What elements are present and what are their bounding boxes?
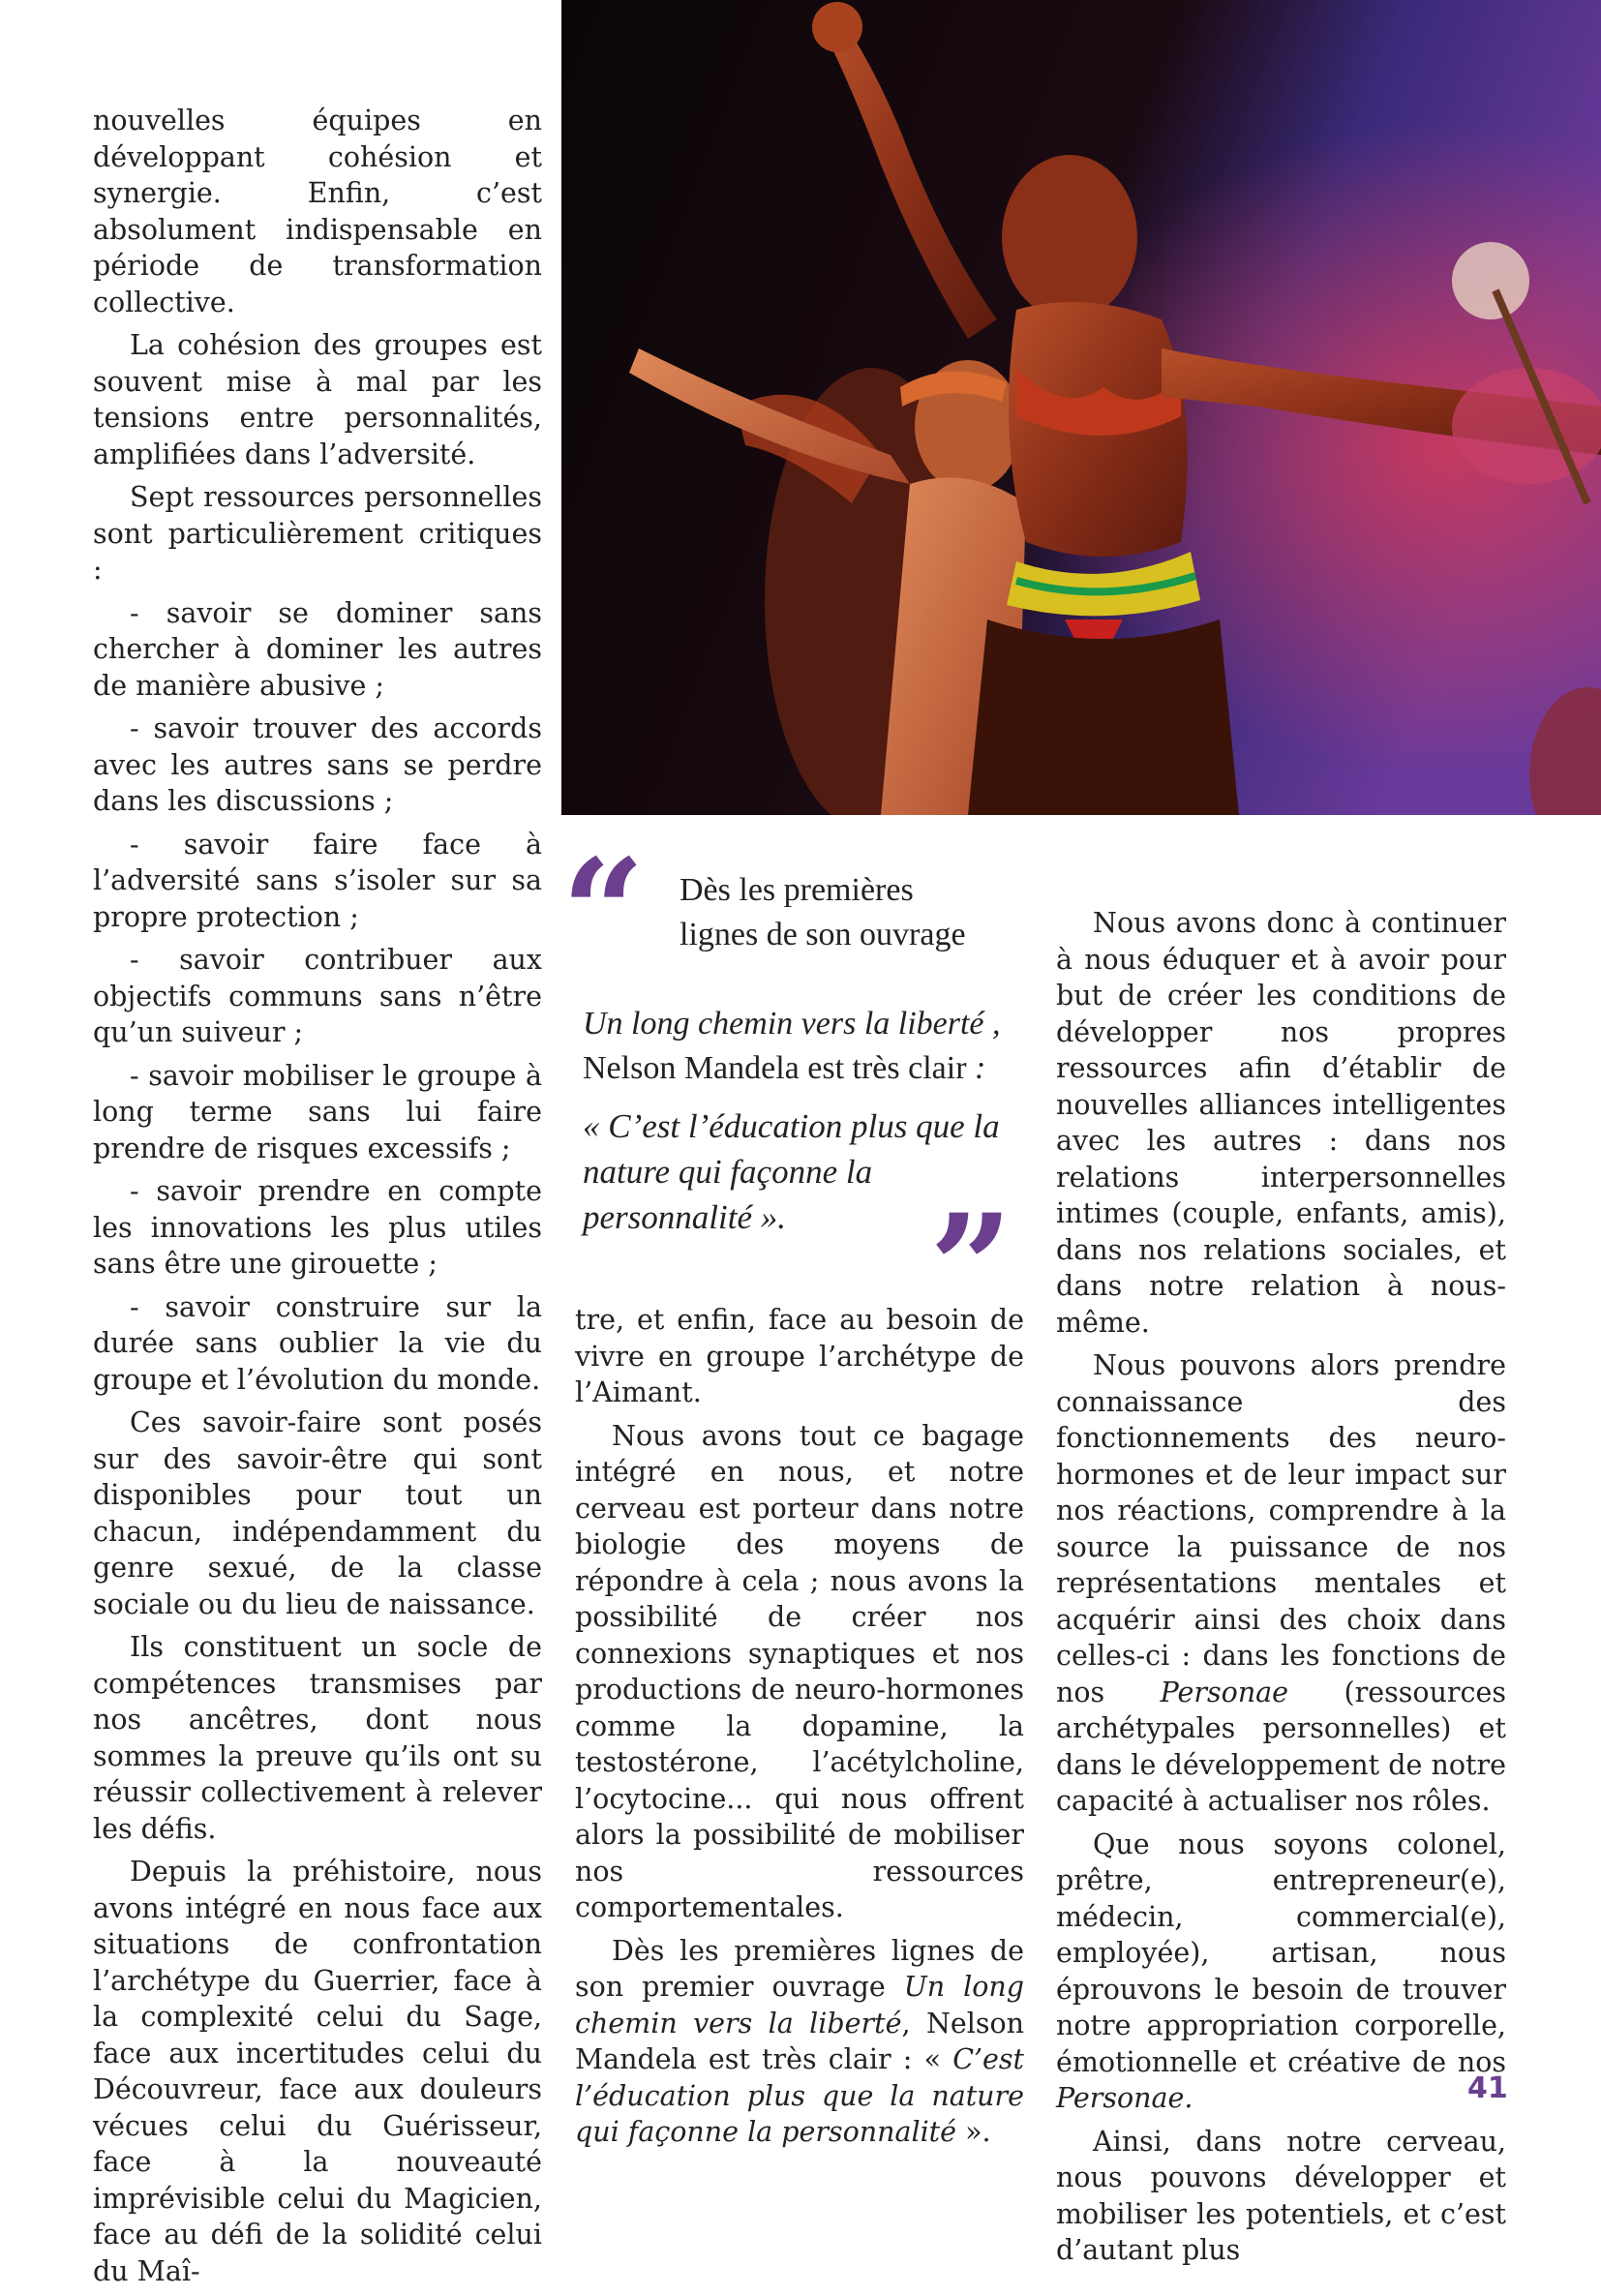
pull-quote-body <box>583 1002 1009 1091</box>
list-item: - savoir trouver des accords avec les autres sans se perdre dans les discussions ; <box>93 712 542 817</box>
text-run: Nous pouvons alors prendre connaissance des fonctionnements des neuro-hormones et de leur impact sur nos réactions, comprendre à la source la puissance de nos représentations mentales et acquérir ainsi des choix dans celles-ci : dans les fonctions de nos <box>1056 1349 1506 1708</box>
book-title: Un long chemin vers la liberté , <box>583 1006 1001 1042</box>
paragraph: Ils constituent un socle de compétences transmises par nos ancêtres, dont nous sommes la preuve qu’ils ont su réussir collectivement à relever les défis. <box>93 1631 542 1845</box>
pull-quote-citation: « C’est l’éducation plus que la nature qui façonne la personnalité ». <box>583 1107 1000 1236</box>
text-run: Que nous soyons colonel, prêtre, entrepreneur(e), médecin, commercial(e), employée), artisan, nous éprouvons le besoin de trouver notre appropriation corporelle, émotionnelle et créative de nos <box>1056 1828 1506 2078</box>
list-item: - savoir prendre en compte les innovations les plus utiles sans être une girouette ; <box>93 1175 542 1280</box>
paragraph: Sept ressources personnelles sont particulièrement critiques : <box>93 481 542 586</box>
text-run: , Nelson Mandela est très clair : « <box>575 2007 1024 2075</box>
personae-term: Personae. <box>1056 2082 1193 2114</box>
paragraph: Depuis la préhistoire, nous avons intégré en nous face aux situations de confrontation l’archétype du Guerrier, face à la complexité celui du Sage, face aux incertitudes celui du Découvreur, face aux douleurs vécues celui du Guérisseur, face à la nouveauté imprévisible celui du Magicien, face au défi de la solidité celui du Maî- <box>93 1856 542 2287</box>
pull-quote <box>561 828 1036 1353</box>
paragraph: nouvelles équipes en développant cohésion et synergie. Enfin, c’est absolument indispensable en période de transformation collective. <box>93 105 542 318</box>
text-column-3 <box>1056 905 1506 2276</box>
paragraph: Nous avons tout ce bagage intégré en nous, et notre cerveau est porteur dans notre biologie des moyens de répondre à cela ; nous avons la possibilité de créer nos connexions synaptiques et nos productions de neuro-hormones comme la dopamine, la testostérone, l’acétylcholine, l’ocytocine... qui nous offrent alors la possibilité de mobiliser nos ressources comportementales. <box>575 1419 1024 1923</box>
text-run: Dès les premières lignes de son premier ouvrage <box>575 1934 1024 2003</box>
pull-quote-author: Nelson Mandela est très clair <box>583 1050 967 1086</box>
paragraph: Nous avons donc à continuer à nous éduquer et à avoir pour but de créer les conditions de développer nos propres ressources afin d’établir de nouvelles alliances intelligentes avec les autres : dans nos relations interpersonnelles intimes (couple, enfants, amis), dans nos relations sociales, et dans notre relation à nous-même. <box>1056 907 1506 1339</box>
paragraph <box>1056 1347 1506 1820</box>
text-column-2 <box>575 1302 1024 2158</box>
list-item: - savoir construire sur la durée sans oublier la vie du groupe et l’évolution du monde. <box>93 1290 542 1396</box>
text-run: ». <box>956 2116 991 2148</box>
personae-term: Personae <box>1160 1676 1289 1708</box>
page-number: 41 <box>1467 2071 1508 2105</box>
list-item: - savoir contribuer aux objectifs communs sans n’être qu’un suiveur ; <box>93 944 542 1048</box>
paragraph: Ainsi, dans notre cerveau, nous pouvons développer et mobiliser les potentiels, et c’est d’autant plus <box>1056 2125 1506 2266</box>
book-title: Un long chemin vers la liberté <box>575 1971 1024 2039</box>
paragraph: La cohésion des groupes est souvent mise à mal par les tensions entre personnalités, amplifiées dans l’adversité. <box>93 329 542 470</box>
paragraph: Ces savoir-faire sont posés sur des savoir-être qui sont disponibles pour tout un chacun, indépendamment du genre sexué, de la classe sociale ou du lieu de naissance. <box>93 1406 542 1620</box>
paragraph <box>575 1933 1024 2151</box>
open-quote-mark: “ <box>561 828 646 998</box>
text-column-1 <box>93 103 542 2296</box>
text-run: (ressources archétypales personnelles) et dans le développement de notre capacité à actualiser nos rôles. <box>1056 1676 1507 1817</box>
close-quote-mark: ” <box>929 1183 1013 1353</box>
colon: : <box>966 1050 986 1086</box>
list-item: - savoir mobiliser le groupe à long terme sans lui faire prendre de risques excessifs ; <box>93 1059 542 1164</box>
paragraph <box>1056 1827 1506 2117</box>
paragraph: tre, et enfin, face au besoin de vivre en groupe l’archétype de l’Aimant. <box>575 1304 1024 1408</box>
pull-quote-intro: Dès les premières lignes de son ouvrage <box>680 872 966 952</box>
list-item: - savoir faire face à l’adversité sans s’isoler sur sa propre protection ; <box>93 828 542 933</box>
dancers-photo <box>561 0 1601 815</box>
list-item: - savoir se dominer sans chercher à dominer les autres de manière abusive ; <box>93 596 542 702</box>
quote-text: C’est l’éducation plus que la nature qui façonne la personnalité <box>575 2043 1024 2148</box>
